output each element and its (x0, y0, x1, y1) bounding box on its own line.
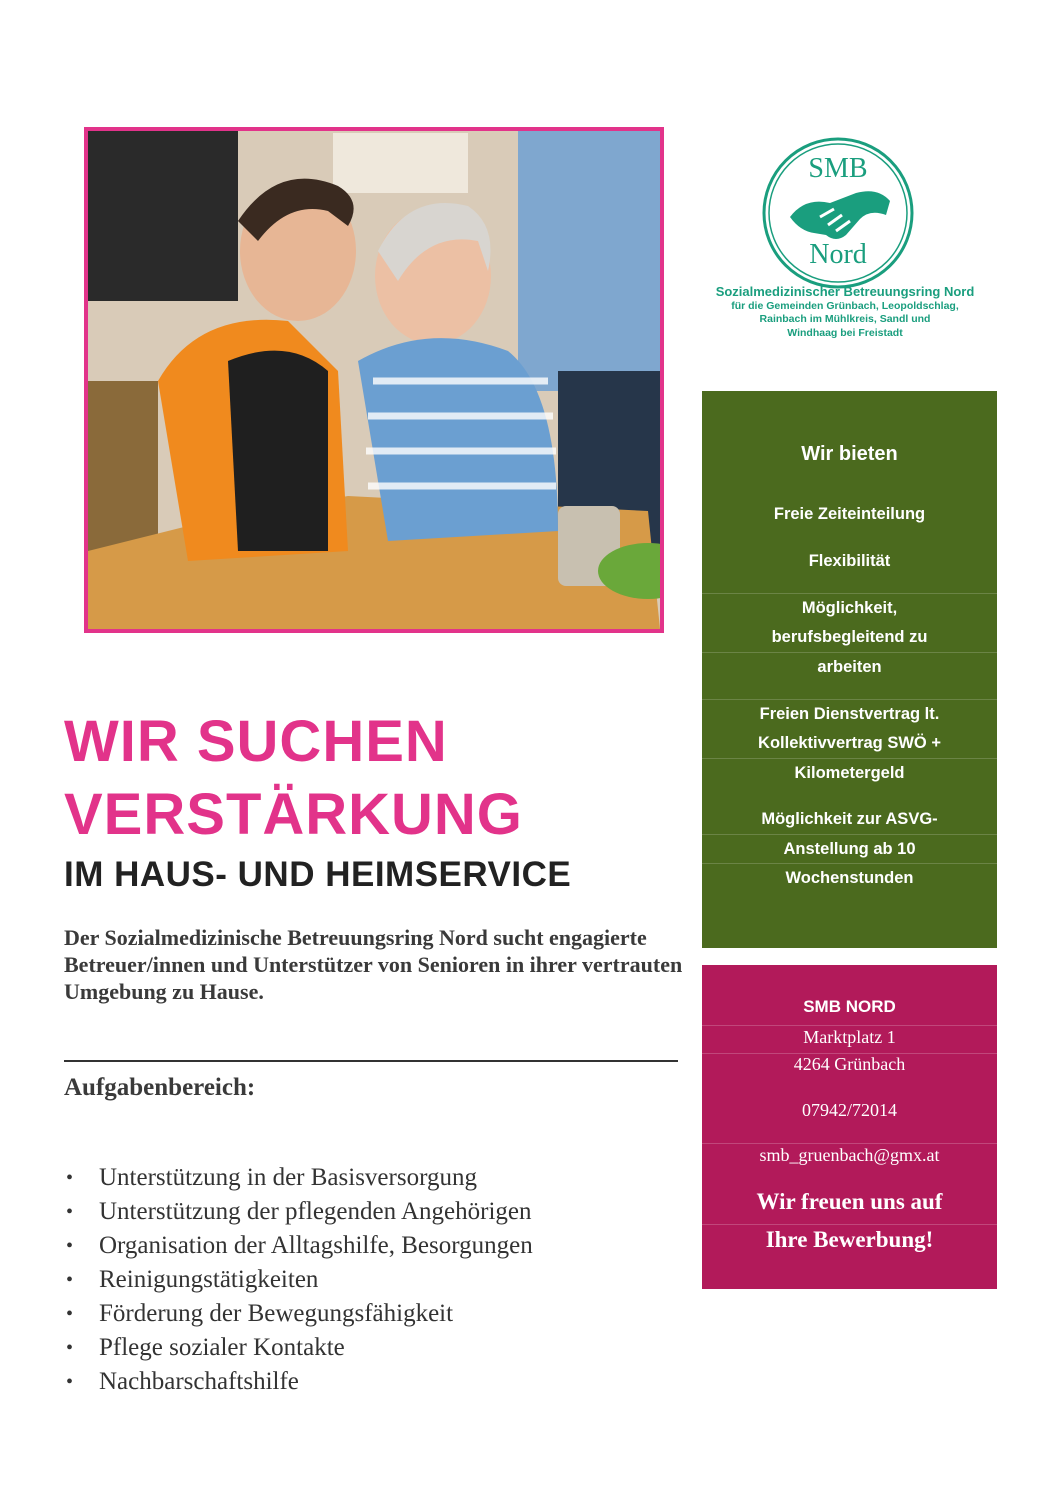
org-sub-3: Windhaag bei Freistadt (787, 326, 903, 339)
section-divider (64, 1060, 678, 1062)
list-item (64, 1161, 533, 1195)
hero-photo (84, 127, 664, 633)
contact-phone[interactable]: 07942/72014 (801, 1100, 897, 1120)
offer-item: Wochenstunden (785, 869, 914, 887)
contact-city: 4264 Grünbach (793, 1054, 906, 1074)
organization-caption (690, 284, 1000, 340)
task-text: Unterstützung in der Basisversorgung (99, 1164, 477, 1191)
offer-item: Kilometergeld (794, 764, 905, 782)
logo-text-smb: SMB (808, 153, 868, 184)
offer-item: Kollektivvertrag SWÖ + (758, 734, 941, 752)
photo-illustration (88, 131, 660, 629)
closing-line-2: Ihre Bewerbung! (765, 1227, 934, 1252)
offer-item: Freie Zeiteinteilung (773, 505, 926, 523)
headline-line-2: VERSTÄRKUNG (64, 782, 523, 847)
closing-line-1: Wir freuen uns auf (756, 1189, 943, 1214)
offer-item: Flexibilität (808, 552, 891, 570)
bullet-icon: • (66, 1167, 74, 1189)
contact-divider (702, 1143, 997, 1144)
bullet-icon: • (66, 1201, 74, 1223)
bullet-icon: • (66, 1235, 74, 1257)
intro-text: Der Sozialmedizinische Betreuungsring Nord sucht engagierte Betreuer/innen und Unterstützer von Senioren in ihrer vertrauten Umgebung zu Hause. (64, 925, 683, 1004)
logo-text-nord: Nord (809, 239, 867, 270)
offer-item: Möglichkeit zur ASVG- (761, 810, 938, 828)
org-sub-2: Rainbach im Mühlkreis, Sandl und (759, 313, 931, 326)
headline-subline: IM HAUS- UND HEIMSERVICE (64, 855, 572, 894)
offer-item: Möglichkeit, (801, 599, 898, 617)
contact-name: SMB NORD (803, 997, 896, 1016)
contact-box (702, 965, 997, 1289)
smb-nord-logo (760, 135, 916, 291)
task-text: Förderung der Bewegungsfähigkeit (99, 1300, 454, 1327)
task-text: Unterstützung der pflegenden Angehörigen (99, 1198, 532, 1225)
contact-divider (702, 1025, 997, 1026)
task-text: Pflege sozialer Kontakte (99, 1334, 345, 1361)
list-item (64, 1297, 533, 1331)
offer-item: arbeiten (817, 658, 882, 676)
bullet-icon: • (66, 1269, 74, 1291)
task-text: Reinigungstätigkeiten (99, 1266, 319, 1293)
offer-item: Freien Dienstvertrag lt. (759, 705, 940, 723)
list-item (64, 1195, 533, 1229)
org-sub-1: für die Gemeinden Grünbach, Leopoldschlag, (731, 300, 959, 313)
contact-email[interactable]: smb_gruenbach@gmx.at (759, 1145, 940, 1165)
offer-box (702, 391, 997, 948)
tasks-heading: Aufgabenbereich: (64, 1074, 256, 1101)
task-text: Nachbarschaftshilfe (99, 1368, 299, 1395)
org-name: Sozialmedizinischer Betreuungsring Nord (715, 284, 975, 299)
bullet-icon: • (66, 1337, 74, 1359)
bullet-icon: • (66, 1303, 74, 1325)
tasks-list (64, 1161, 533, 1399)
list-item (64, 1365, 533, 1399)
list-item (64, 1229, 533, 1263)
list-item (64, 1331, 533, 1365)
contact-street: Marktplatz 1 (803, 1027, 896, 1047)
offer-item: berufsbegleitend zu (771, 628, 928, 646)
task-text: Organisation der Alltagshilfe, Besorgungen (99, 1232, 533, 1259)
contact-divider (702, 1224, 997, 1225)
offer-item: Anstellung ab 10 (783, 840, 916, 858)
offer-heading: Wir bieten (801, 443, 898, 465)
bullet-icon: • (66, 1371, 74, 1393)
list-item (64, 1263, 533, 1297)
headline-line-1: WIR SUCHEN (64, 709, 448, 774)
